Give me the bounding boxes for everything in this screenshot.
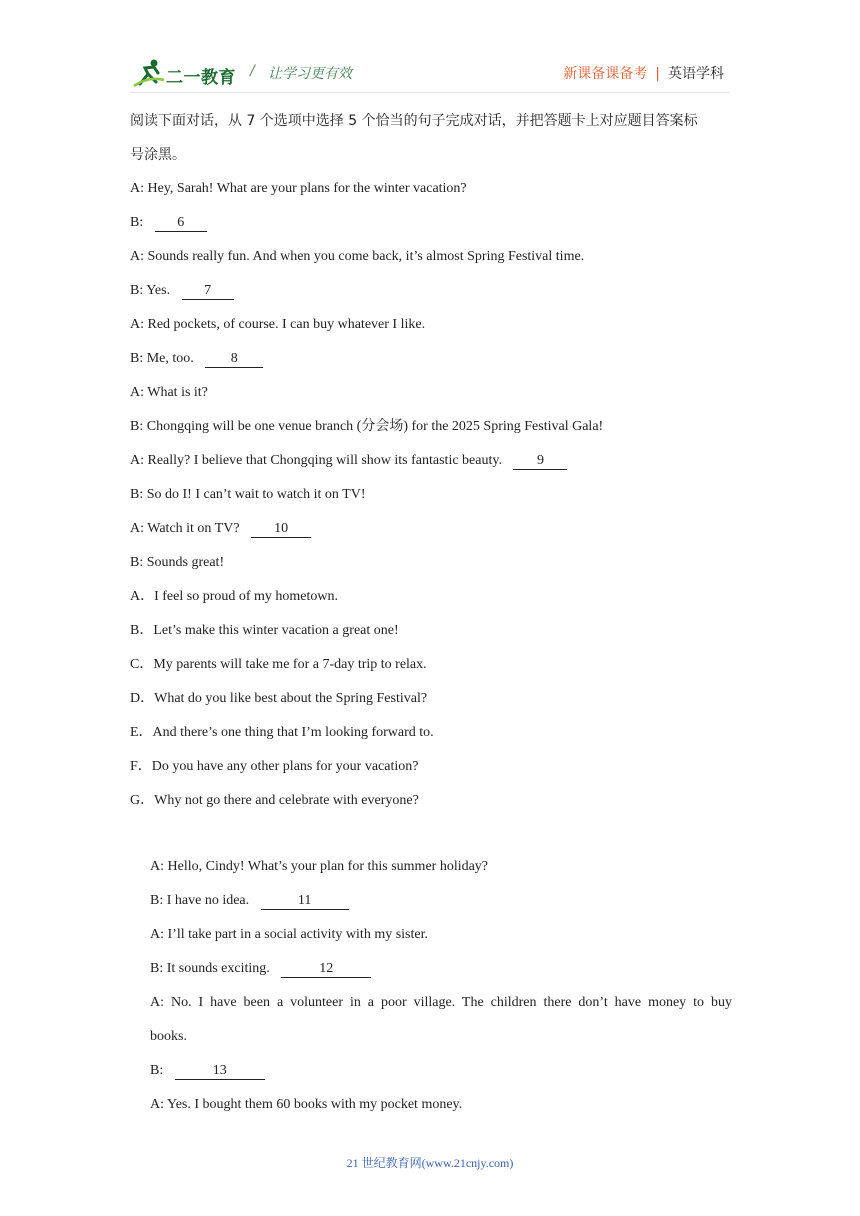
dialogue1-line: [130, 452, 567, 470]
dialogue-text: books.: [150, 1029, 187, 1044]
dialogue-text: B: Yes.: [130, 283, 174, 298]
dialogue2-line: [150, 858, 488, 876]
dialogue-text: A: No. I have been a volunteer in a poor village. The children there don’t have money to buy: [150, 995, 732, 1010]
dialogue-text: B:: [130, 215, 147, 230]
dialogue2-line: [150, 1096, 462, 1114]
dialogue-text: A: Hey, Sarah! What are your plans for the winter vacation?: [130, 181, 467, 196]
slogan: 让学习更有效: [268, 66, 352, 82]
header-rule: [130, 92, 730, 93]
dialogue-text: A: What is it?: [130, 385, 208, 400]
dialogue1-line: [130, 520, 311, 538]
dialogue-text: A: Sounds really fun. And when you come back, it’s almost Spring Festival time.: [130, 249, 585, 264]
answer-blank[interactable]: 7: [182, 283, 234, 300]
dialogue2-line: [150, 926, 428, 944]
answer-blank[interactable]: 6: [155, 215, 207, 232]
header-separator: |: [655, 66, 660, 82]
dialogue1-line: [130, 418, 603, 436]
dialogue1-line: [130, 248, 584, 266]
page-header: [130, 56, 730, 92]
option-e: E．And there’s one thing that I’m looking forward to.: [130, 725, 434, 740]
slogan-divider: /: [250, 63, 255, 79]
option-a: A．I feel so proud of my hometown.: [130, 589, 339, 604]
dialogue-text: B: It sounds exciting.: [150, 961, 274, 976]
dialogue-text: A: Red pockets, of course. I can buy whatever I like.: [130, 317, 426, 332]
dialogue-text: B: Sounds great!: [130, 555, 225, 570]
option-b: B．Let’s make this winter vacation a great one!: [130, 623, 399, 638]
answer-blank[interactable]: 9: [513, 453, 567, 470]
dialogue2-line: [150, 1028, 187, 1046]
instruction-line-2: 号涂黑。: [130, 147, 186, 163]
dialogue1-line: [130, 214, 207, 232]
dialogue1-line: [130, 350, 263, 368]
answer-blank[interactable]: 10: [251, 521, 311, 538]
answer-blank[interactable]: 12: [281, 961, 371, 978]
option-d: D．What do you like best about the Spring Festival?: [130, 691, 428, 706]
dialogue-text: A: Really? I believe that Chongqing will show its fantastic beauty.: [130, 453, 506, 468]
dialogue2-line: [150, 1062, 265, 1080]
runner-logo-icon: [132, 58, 166, 88]
dialogue-text: A: Yes. I bought them 60 books with my pocket money.: [150, 1097, 463, 1112]
instruction-line-1: 阅读下面对话，从 7 个选项中选择 5 个恰当的句子完成对话，并把答题卡上对应题目答案标: [130, 113, 698, 129]
dialogue-text: A: Hello, Cindy! What’s your plan for this summer holiday?: [150, 859, 489, 874]
dialogue1-line: [130, 554, 224, 572]
header-right: [563, 63, 724, 83]
dialogue1-line: [130, 486, 366, 504]
dialogue-text: B: So do I! I can’t wait to watch it on TV!: [130, 487, 366, 502]
dialogue2-line: [150, 960, 371, 978]
page-footer: 21 世纪教育网(www.21cnjy.com): [346, 1156, 514, 1170]
answer-blank[interactable]: 13: [175, 1063, 265, 1080]
answer-blank[interactable]: 8: [205, 351, 263, 368]
dialogue1-line: [130, 180, 467, 198]
dialogue-text: B: Me, too.: [130, 351, 198, 366]
subject-label: 英语学科: [668, 66, 724, 82]
option-g: G．Why not go there and celebrate with everyone?: [130, 793, 419, 808]
dialogue-text: B: I have no idea.: [150, 893, 253, 908]
dialogue2-line: [150, 892, 349, 910]
dialogue1-line: [130, 282, 234, 300]
dialogue1-line: [130, 316, 425, 334]
logo: [130, 56, 240, 90]
dialogue2-line: [150, 994, 732, 1012]
dialogue-text: B: Chongqing will be one venue branch (分会场) for the 2025 Spring Festival Gala!: [130, 419, 604, 434]
option-c: C．My parents will take me for a 7-day trip to relax.: [130, 657, 427, 672]
dialogue-text: A: I’ll take part in a social activity with my sister.: [150, 927, 428, 942]
answer-blank[interactable]: 11: [261, 893, 349, 910]
dialogue-text: A: Watch it on TV?: [130, 521, 244, 536]
dialogue-text: B:: [150, 1063, 167, 1078]
dialogue1-line: [130, 384, 208, 402]
course-label: 新课备课备考: [563, 66, 648, 82]
option-f: F．Do you have any other plans for your vacation?: [130, 759, 419, 774]
logo-text: 二一教育: [166, 68, 236, 88]
